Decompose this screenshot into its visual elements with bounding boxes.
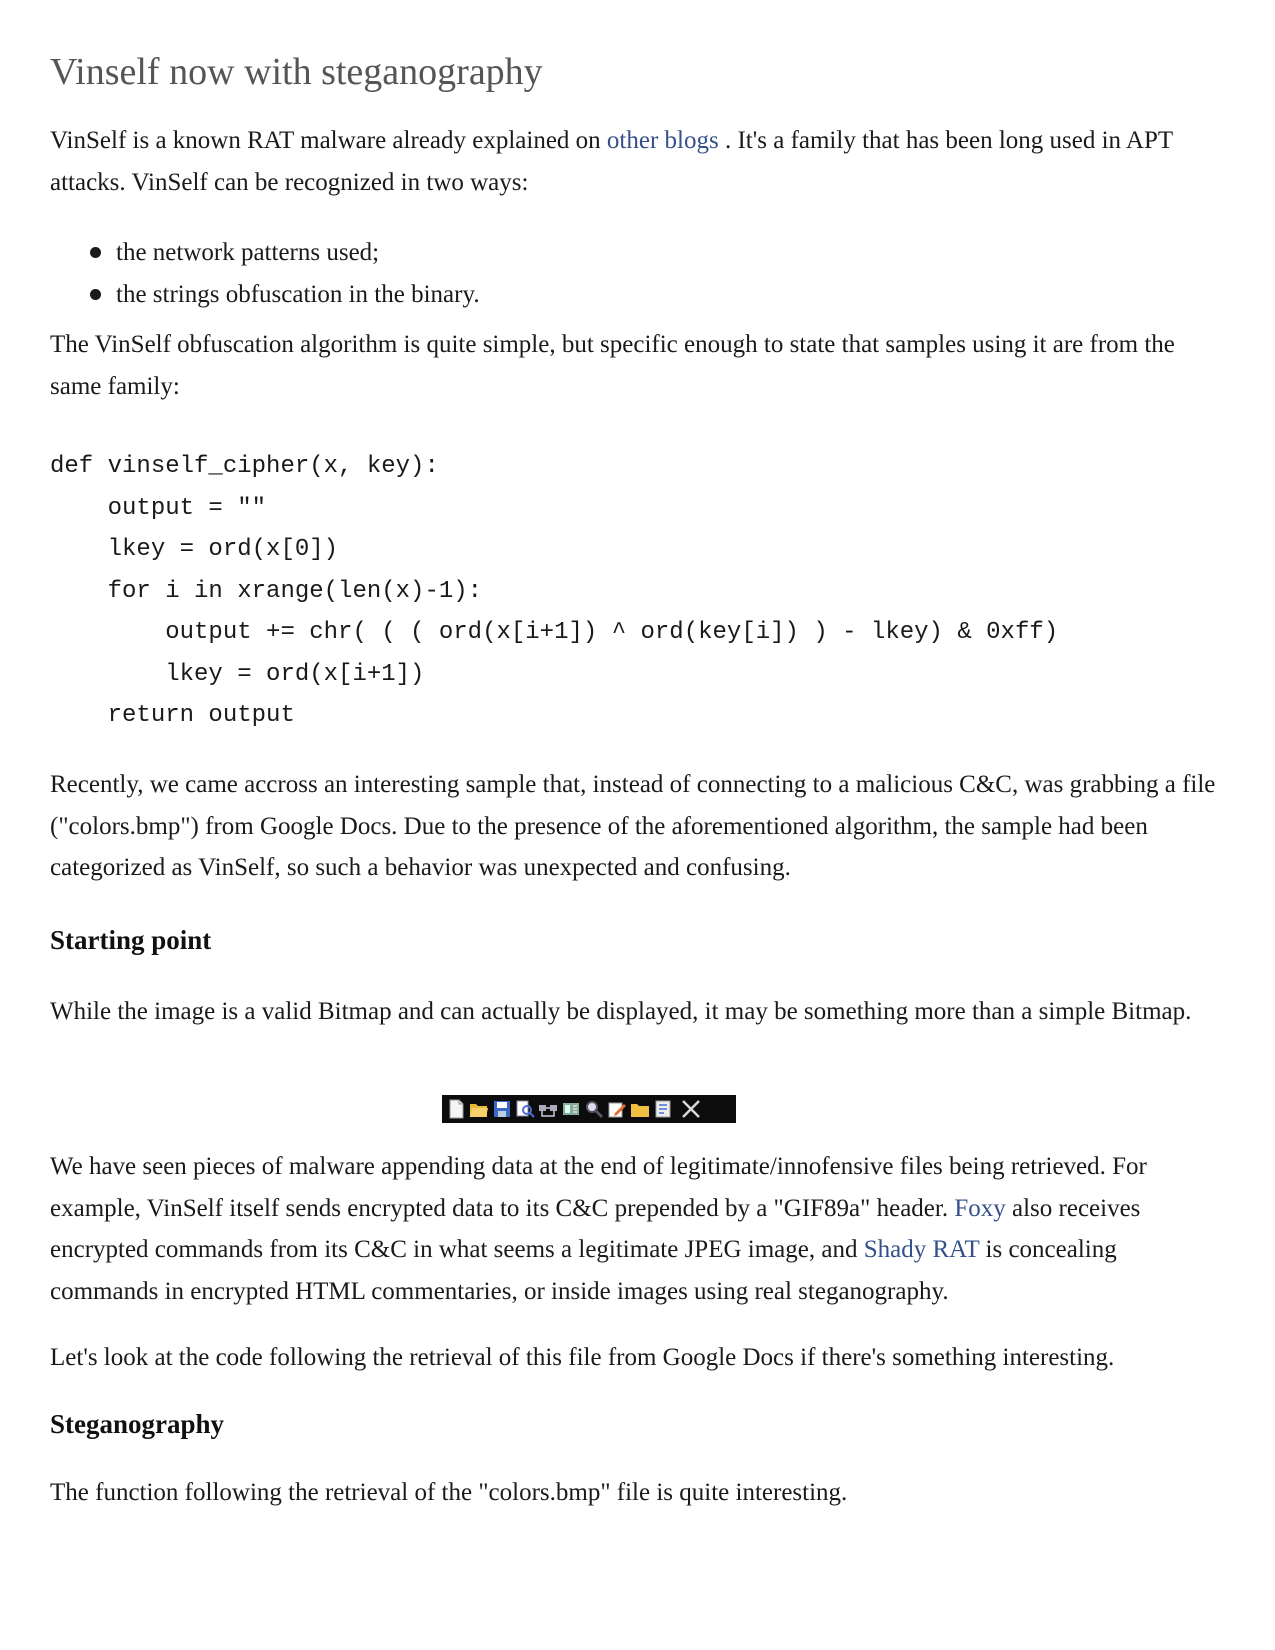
config-icon bbox=[561, 1099, 581, 1119]
bullet-dot-icon bbox=[90, 247, 101, 258]
malware-text-2: also receives encrypted commands from its C&C in what seems a legitimate JPEG image, and bbox=[50, 1194, 1141, 1263]
print-preview-icon bbox=[515, 1099, 535, 1119]
malware-text-1: We have seen pieces of malware appending data at the end of legitimate/innofensive files being retrieved. For example, VinSelf itself sends encrypted data to its C&C prepended by a "GIF89a" header. bbox=[50, 1153, 1147, 1222]
function-paragraph: The function following the retrieval of the "colors.bmp" file is quite interesting. bbox=[50, 1479, 848, 1506]
foxy-link[interactable]: Foxy bbox=[954, 1194, 1006, 1222]
recognition-list bbox=[50, 232, 480, 315]
look-paragraph: Let's look at the code following the retrieval of this file from Google Docs if there's something interesting. bbox=[50, 1344, 1115, 1371]
intro-text-after: . It's a family that has been long used in APT attacks. VinSelf can be recognized in two ways: bbox=[50, 127, 1173, 196]
save-icon bbox=[492, 1099, 512, 1119]
code-line: def vinself_cipher(x, key): bbox=[50, 453, 439, 480]
intro-text-before: VinSelf is a known RAT malware already explained on bbox=[50, 127, 607, 154]
heading-starting-point: Starting point bbox=[50, 925, 212, 955]
recently-paragraph: Recently, we came accross an interesting sample that, instead of connecting to a malicious C&C, was grabbing a file ("colors.bmp") from Google Docs. Due to the presence of the aforementioned algorithm, the sample had been categorized as VinSelf, so such a behavior was unexpected and confusing. bbox=[50, 771, 1216, 881]
code-line: lkey = ord(x[0]) bbox=[50, 536, 339, 563]
network-icon bbox=[538, 1099, 558, 1119]
edit-icon bbox=[607, 1099, 627, 1119]
code-line: output = "" bbox=[50, 494, 267, 522]
close-icon bbox=[680, 1098, 702, 1120]
code-line: return output bbox=[50, 702, 295, 729]
open-folder-icon bbox=[469, 1099, 489, 1119]
search-icon bbox=[584, 1099, 604, 1119]
list-item bbox=[50, 274, 480, 316]
intro-paragraph bbox=[50, 120, 1230, 203]
other-blogs-link[interactable]: other blogs bbox=[606, 127, 719, 154]
properties-icon bbox=[653, 1099, 673, 1119]
folder-icon bbox=[630, 1099, 650, 1119]
list-item-text: the network patterns used; bbox=[116, 239, 380, 266]
code-block bbox=[50, 446, 1058, 737]
page-title: Vinself now with steganography bbox=[50, 51, 543, 93]
heading-steganography: Steganography bbox=[50, 1409, 225, 1439]
malware-text-3: is concealing commands in encrypted HTML commentaries, or inside images using real steganography. bbox=[50, 1236, 1117, 1305]
colors-bmp-image bbox=[442, 1095, 736, 1123]
list-item bbox=[50, 232, 480, 274]
bitmap-paragraph: While the image is a valid Bitmap and can actually be displayed, it may be something more than a simple Bitmap. bbox=[50, 998, 1192, 1025]
list-item-text: the strings obfuscation in the binary. bbox=[116, 280, 480, 308]
code-line: lkey = ord(x[i+1]) bbox=[50, 660, 425, 688]
algorithm-paragraph: The VinSelf obfuscation algorithm is quite simple, but specific enough to state that samples using it are from the same family: bbox=[50, 331, 1175, 400]
new-file-icon bbox=[446, 1099, 466, 1119]
malware-paragraph bbox=[50, 1146, 1230, 1312]
bullet-dot-icon bbox=[90, 289, 101, 300]
code-line: for i in xrange(len(x)-1): bbox=[50, 577, 483, 605]
shady-rat-link[interactable]: Shady RAT bbox=[863, 1236, 980, 1263]
code-line: output += chr( ( ( ord(x[i+1]) ^ ord(key[i]) ) - lkey) & 0xff) bbox=[50, 619, 1059, 646]
